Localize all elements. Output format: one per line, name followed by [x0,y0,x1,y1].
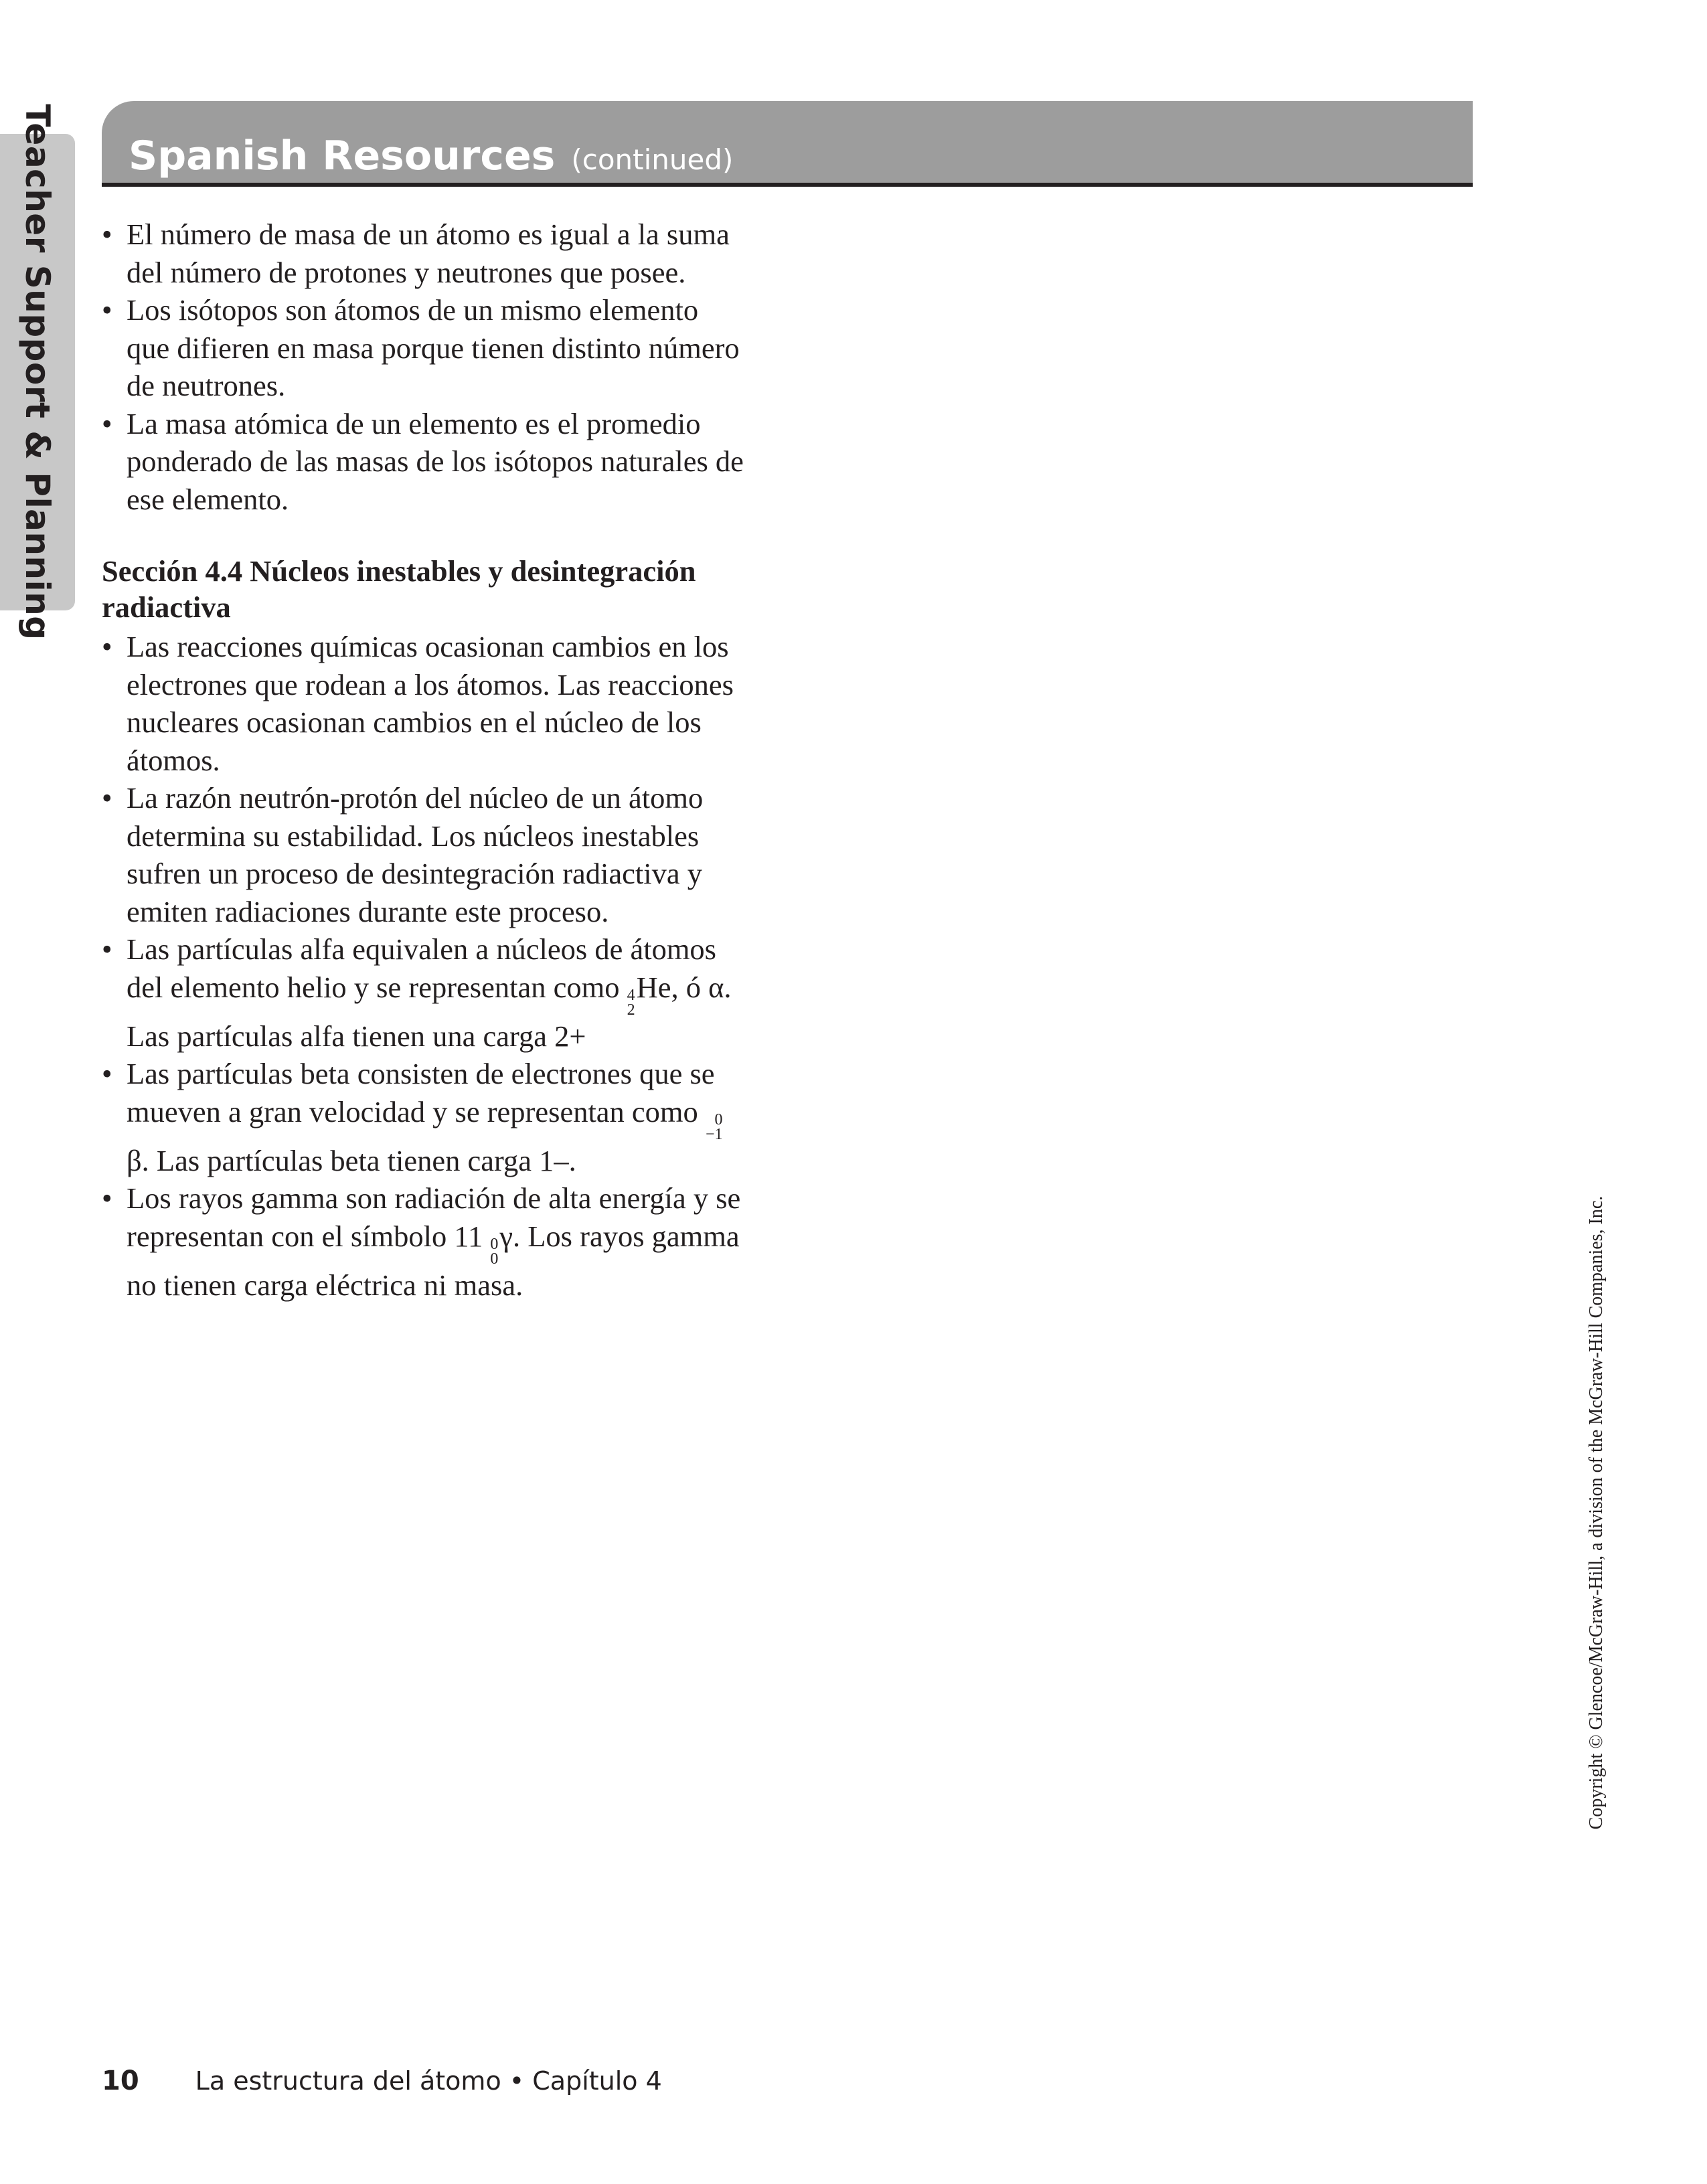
list-item [102,930,744,1055]
side-tab-label: Teacher Support & Planning [18,104,57,641]
bullet-text: . Los rayos gamma no tienen carga eléctrica ni masa. [127,1219,740,1302]
list-item: • La razón neutrón-protón del núcleo de un átomo determina su estabilidad. Los núcleos inestables sufren un proceso de desintegración radiactiva y emiten radiaciones durante este proceso. [102,779,744,930]
footer-text: La estructura del átomo • Capítulo 4 [195,2066,662,2096]
particle-symbol: γ [499,1219,513,1253]
header-continued: (continued) [571,143,734,176]
section-heading: Sección 4.4 Núcleos inestables y desintegración radiactiva [102,554,696,624]
element-symbol: He [636,970,671,1004]
bullet-text: Los rayos gamma son radiación de alta energía y se representan con el símbolo 11 [127,1181,741,1253]
atomic-number: −1 [705,1125,723,1143]
page-footer [102,2066,662,2096]
main-content [102,216,744,1304]
atomic-number: 2 [627,1001,635,1019]
list-item: • El número de masa de un átomo es igual a la suma del número de protones y neutrones que posee. [102,216,744,291]
bullet-text: Las partículas alfa equivalen a núcleos de átomos del elemento helio y se representan como [127,932,717,1004]
list-item: • Las reacciones químicas ocasionan cambios en los electrones que rodean a los átomos. Las reacciones nucleares ocasionan cambios en el núcleo de los átomos. [102,628,744,779]
list-item [102,1179,744,1304]
header-title-text: Spanish Resources [129,133,556,179]
header-title [129,133,734,179]
page-number: 10 [102,2066,139,2096]
mass-number: 0 [490,1235,499,1253]
intro-bullet-list [102,216,744,518]
bullet-text: Las partículas beta consisten de electrones que se mueven a gran velocidad y se representan como [127,1057,715,1128]
atomic-number: 0 [490,1250,499,1268]
bullet-text: . Las partículas beta tienen carga 1–. [141,1143,576,1177]
copyright-notice: Copyright © Glencoe/McGraw-Hill, a division of the McGraw-Hill Companies, Inc. [1586,1195,1607,1830]
mass-number: 4 [627,986,635,1004]
mass-number: 0 [714,1110,723,1128]
gamma-nuclide-notation [490,1237,498,1266]
section-bullet-list [102,628,744,1304]
helium-nuclide-notation [627,988,635,1017]
list-item [102,1055,744,1179]
header-bar [102,101,1473,187]
list-item: • La masa atómica de un elemento es el promedio ponderado de las masas de los isótopos naturales de ese elemento. [102,405,744,519]
bullet-text: , ó α. Las partículas alfa tienen una carga 2+ [127,970,732,1053]
list-item: • Los isótopos son átomos de un mismo elemento que difieren en masa porque tienen distinto número de neutrones. [102,291,744,405]
particle-symbol: β [127,1143,142,1177]
beta-nuclide-notation [706,1112,723,1142]
